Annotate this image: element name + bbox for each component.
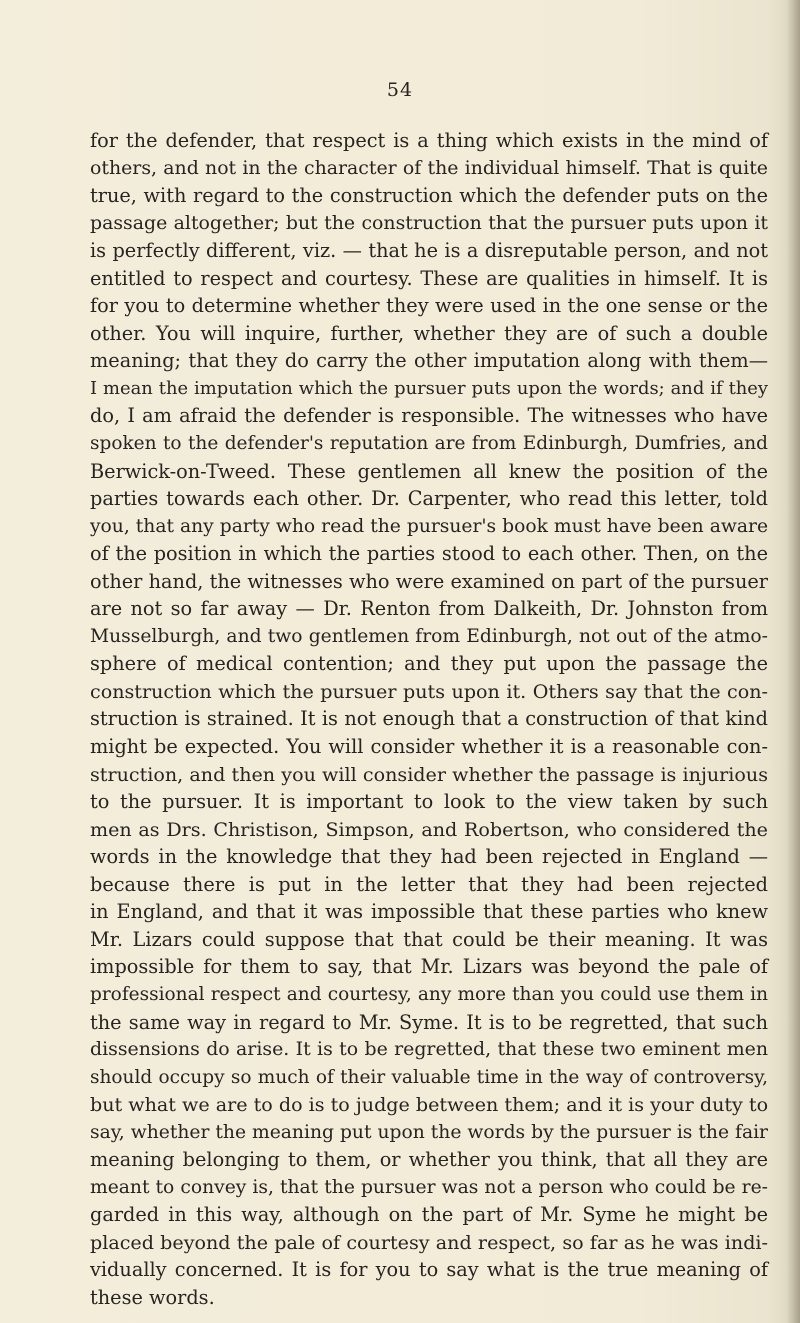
text-line: Musselburgh, and two gentlemen from Edinburgh, not out of the atmo- (90, 625, 768, 647)
text-line: is perfectly different, viz. — that he is a disreputable person, and not (90, 239, 768, 263)
text-line: spoken to the defender's reputation are from Edinburgh, Dumfries, and (90, 433, 768, 455)
text-line: struction, and then you will consider whether the passage is injurious (90, 762, 768, 786)
text-line: of the position in which the parties stood to each other. Then, on the (90, 542, 768, 566)
text-line: sphere of medical contention; and they put upon the passage the (90, 652, 768, 676)
text-line: men as Drs. Christison, Simpson, and Robertson, who considered the (90, 817, 768, 841)
text-line: Mr. Lizars could suppose that that could be their meaning. It was (90, 927, 768, 951)
text-line: true, with regard to the construction which the defender puts on the (90, 184, 768, 208)
page-edge-shadow (786, 0, 800, 1323)
text-line: Berwick-on-Tweed. These gentlemen all knew the position of the (90, 459, 768, 483)
text-line: meaning; that they do carry the other imputation along with them— (90, 349, 768, 373)
text-line: dissensions do arise. It is to be regretted, that these two eminent men (90, 1038, 768, 1061)
text-line: placed beyond the pale of courtesy and respect, so far as he was indi- (90, 1230, 768, 1254)
text-line: garded in this way, although on the part of Mr. Syme he might be (90, 1203, 768, 1227)
text-line: meant to convey is, that the pursuer was not a person who could be re- (90, 1176, 768, 1198)
text-line: you, that any party who read the pursuer's book must have been aware (90, 515, 768, 537)
text-line: other. You will inquire, further, whether they are of such a double (90, 321, 768, 345)
text-line: to the pursuer. It is important to look to the view taken by such (90, 790, 768, 814)
text-line: for the defender, that respect is a thing which exists in the mind of (90, 129, 768, 152)
text-line: others, and not in the character of the individual himself. That is quite (90, 156, 768, 179)
body-text (90, 127, 768, 1312)
text-line: I mean the imputation which the pursuer puts upon the words; and if they (90, 377, 768, 399)
text-line: meaning belonging to them, or whether you think, that all they are (90, 1148, 768, 1172)
text-line: words in the knowledge that they had been rejected in England — (90, 845, 768, 869)
text-line: other hand, the witnesses who were examined on part of the pursuer (90, 569, 768, 593)
text-line: the same way in regard to Mr. Syme. It is to be regretted, that such (90, 1010, 768, 1034)
text-line: impossible for them to say, that Mr. Lizars was beyond the pale of (90, 955, 768, 979)
text-line: professional respect and courtesy, any more than you could use them in (90, 983, 768, 1005)
text-line: might be expected. You will consider whether it is a reasonable con- (90, 735, 768, 759)
text-line: because there is put in the letter that they had been rejected (90, 872, 768, 896)
text-line: in England, and that it was impossible that these parties who knew (90, 900, 768, 924)
text-line: construction which the pursuer puts upon it. Others say that the con- (90, 679, 768, 703)
text-line: do, I am afraid the defender is responsible. The witnesses who have (90, 404, 768, 428)
page-number: 54 (386, 79, 414, 101)
text-line: should occupy so much of their valuable time in the way of controversy, (90, 1066, 768, 1088)
text-line: but what we are to do is to judge between them; and it is your duty to (90, 1093, 769, 1117)
text-line: these words. (90, 1285, 215, 1309)
text-line: parties towards each other. Dr. Carpenter, who read this letter, told (90, 487, 768, 511)
text-line: say, whether the meaning put upon the words by the pursuer is the fair (90, 1121, 768, 1143)
text-line: passage altogether; but the construction that the pursuer puts upon it (90, 211, 768, 234)
text-line: struction is strained. It is not enough that a construction of that kind (90, 707, 768, 731)
text-line: are not so far away — Dr. Renton from Dalkeith, Dr. Johnston from (90, 597, 768, 621)
text-line: vidually concerned. It is for you to say what is the true meaning of (90, 1258, 768, 1282)
text-line: entitled to respect and courtesy. These are qualities in himself. It is (90, 266, 768, 290)
text-line: for you to determine whether they were used in the one sense or the (90, 294, 768, 318)
